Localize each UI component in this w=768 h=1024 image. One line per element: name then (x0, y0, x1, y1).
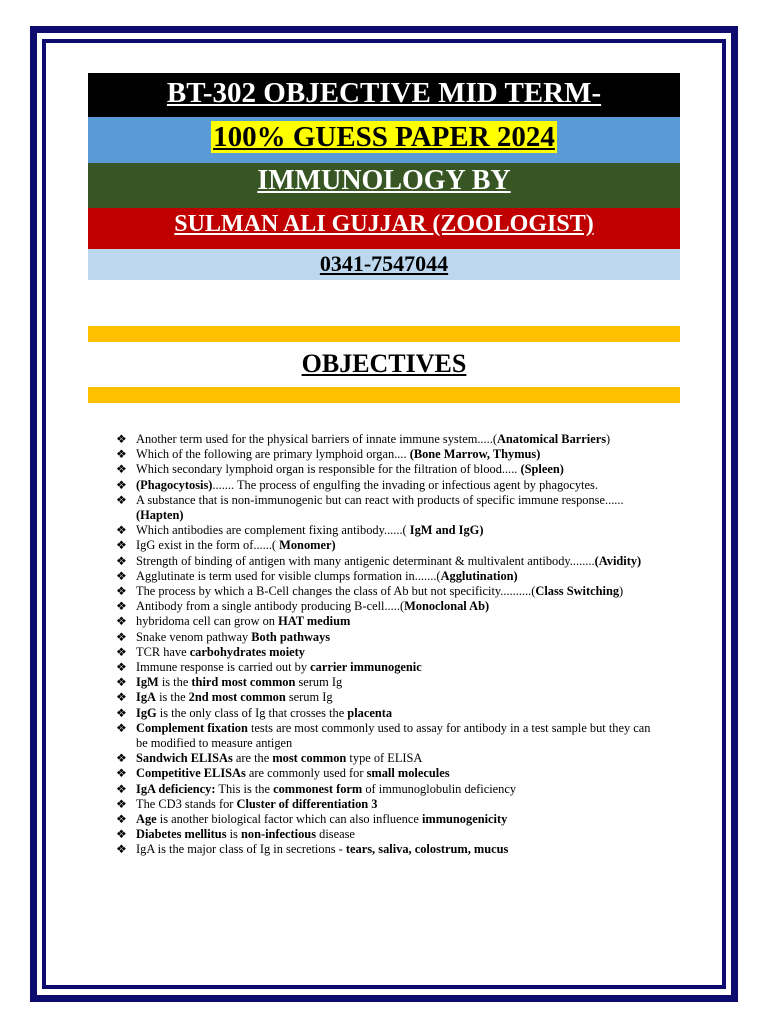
diamond-bullet-icon: ❖ (116, 720, 127, 735)
item-bold-text: Monoclonal Ab) (404, 599, 490, 614)
item-bold-text: (Bone Marrow, Thymus) (409, 447, 541, 462)
item-text: Agglutinate is term used for visible clumps formation in.......( (136, 568, 441, 583)
item-bold-text: Sandwich ELISAs (136, 751, 233, 766)
item-bold-text: Agglutination) (440, 568, 518, 583)
list-item (116, 584, 664, 599)
item-text: IgG exist in the form of......( (136, 538, 280, 553)
item-bold-text: IgA (136, 690, 156, 705)
list-item (116, 660, 664, 675)
list-item (116, 538, 664, 553)
list-item (116, 812, 664, 827)
diamond-bullet-icon: ❖ (116, 705, 127, 720)
section-divider-top (88, 326, 680, 342)
item-text: Strength of binding of antigen with many antigenic determinant & multivalent antibody........ (136, 553, 595, 568)
diamond-bullet-icon: ❖ (116, 842, 127, 857)
list-item (116, 827, 664, 842)
item-text: TCR have (136, 644, 190, 659)
item-text: Which antibodies are complement fixing antibody......( (136, 523, 410, 538)
list-item (116, 797, 664, 812)
header-author-band (88, 208, 680, 249)
list-item (116, 523, 664, 538)
list-item (116, 721, 664, 751)
objectives-list (116, 432, 664, 858)
item-text: IgA is the major class of Ig in secretions - (136, 842, 346, 857)
diamond-bullet-icon: ❖ (116, 675, 127, 690)
list-item (116, 478, 664, 493)
list-item (116, 766, 664, 781)
diamond-bullet-icon: ❖ (116, 614, 127, 629)
item-text: is another biological factor which can also influence (156, 812, 422, 827)
diamond-bullet-icon: ❖ (116, 660, 127, 675)
item-text: is the (158, 675, 192, 690)
item-text: Antibody from a single antibody producing B-cell.....( (136, 599, 405, 614)
header-subject-band (88, 163, 680, 208)
item-text: is the only class of Ig that crosses the (156, 705, 348, 720)
item-text: ....... The process of engulfing the invading or infectious agent by phagocytes. (212, 477, 598, 492)
item-bold-text: tears, saliva, colostrum, mucus (345, 842, 509, 857)
list-item (116, 690, 664, 705)
item-text: The CD3 stands for (136, 796, 237, 811)
header-subtitle-band (88, 117, 680, 163)
item-text: The process by which a B-Cell changes the class of Ab but not specificity..........( (136, 584, 536, 599)
list-item (116, 630, 664, 645)
item-bold-text: small molecules (366, 766, 450, 781)
header-subtitle: 100% GUESS PAPER 2024 (213, 121, 555, 153)
item-bold-text: commonest form (273, 781, 363, 796)
section-divider-bottom (88, 387, 680, 403)
diamond-bullet-icon: ❖ (116, 553, 127, 568)
item-text: type of ELISA (346, 751, 423, 766)
diamond-bullet-icon: ❖ (116, 477, 127, 492)
list-item (116, 706, 664, 721)
diamond-bullet-icon: ❖ (116, 568, 127, 583)
list-item (116, 782, 664, 797)
diamond-bullet-icon: ❖ (116, 538, 127, 553)
item-bold-text: IgM (136, 675, 159, 690)
item-bold-text: most common (272, 751, 347, 766)
list-item (116, 447, 664, 462)
item-text: serum Ig (285, 690, 333, 705)
diamond-bullet-icon: ❖ (116, 690, 127, 705)
list-item (116, 614, 664, 629)
diamond-bullet-icon: ❖ (116, 812, 127, 827)
item-text: serum Ig (295, 675, 343, 690)
list-item (116, 675, 664, 690)
item-bold-text: Both pathways (251, 629, 331, 644)
diamond-bullet-icon: ❖ (116, 796, 127, 811)
item-bold-text: Cluster of differentiation 3 (236, 796, 378, 811)
item-bold-text: IgG (136, 705, 157, 720)
item-bold-text: (Hapten) (136, 508, 184, 523)
item-text: disease (316, 827, 355, 842)
item-text: are the (232, 751, 273, 766)
header-author: SULMAN ALI GUJJAR (ZOOLOGIST) (174, 211, 594, 237)
item-bold-text: carrier immunogenic (310, 660, 422, 675)
item-text: Which secondary lymphoid organ is responsible for the filtration of blood..... (136, 462, 521, 477)
header-title-band (88, 73, 680, 117)
diamond-bullet-icon: ❖ (116, 751, 127, 766)
list-item (116, 599, 664, 614)
item-text: This is the (215, 781, 274, 796)
diamond-bullet-icon: ❖ (116, 462, 127, 477)
item-bold-text: HAT medium (278, 614, 351, 629)
item-text: Another term used for the physical barriers of innate immune system.....( (136, 432, 497, 446)
header-phone-band (88, 249, 680, 280)
item-bold-text: immunogenicity (421, 812, 508, 827)
list-item (116, 842, 664, 857)
diamond-bullet-icon: ❖ (116, 523, 127, 538)
list-item (116, 554, 664, 569)
item-bold-text: 2nd most common (188, 690, 286, 705)
item-text: Immune response is carried out by (136, 660, 311, 675)
item-bold-text: placenta (347, 705, 393, 720)
list-item (116, 569, 664, 584)
item-text: of immunoglobulin deficiency (362, 781, 517, 796)
item-bold-text: Diabetes mellitus (136, 827, 227, 842)
item-text: ) (619, 584, 624, 599)
list-item (116, 432, 664, 447)
list-item (116, 645, 664, 660)
item-text: A substance that is non-immunogenic but can react with products of specific immune response...... (136, 492, 624, 507)
item-text: is (226, 827, 241, 842)
header-title: BT-302 OBJECTIVE MID TERM- (166, 77, 602, 109)
item-text: Which of the following are primary lymphoid organ.... (136, 447, 410, 462)
item-bold-text: Class Switching (535, 584, 620, 599)
list-item (116, 462, 664, 477)
diamond-bullet-icon: ❖ (116, 766, 127, 781)
diamond-bullet-icon: ❖ (116, 432, 127, 446)
item-text: Snake venom pathway (136, 629, 252, 644)
diamond-bullet-icon: ❖ (116, 629, 127, 644)
item-bold-text: non-infectious (240, 827, 317, 842)
item-text: are commonly used for (245, 766, 367, 781)
header-phone: 0341-7547044 (319, 251, 449, 276)
item-bold-text: Monomer) (279, 538, 336, 553)
item-text: tests are most commonly used to assay for antibody in a test sample but they can be modified to measure antigen (136, 720, 651, 751)
item-bold-text: (Spleen) (520, 462, 564, 477)
list-item (116, 751, 664, 766)
item-text: hybridoma cell can grow on (136, 614, 279, 629)
item-bold-text: IgA deficiency: (136, 781, 216, 796)
diamond-bullet-icon: ❖ (116, 492, 127, 507)
item-bold-text: (Phagocytosis) (136, 477, 213, 492)
item-bold-text: third most common (191, 675, 296, 690)
item-bold-text: Anatomical Barriers (496, 432, 607, 446)
item-bold-text: IgM and IgG) (409, 523, 484, 538)
section-title: OBJECTIVES (301, 349, 467, 378)
item-bold-text: Complement fixation (136, 720, 248, 735)
item-bold-text: Competitive ELISAs (136, 766, 246, 781)
diamond-bullet-icon: ❖ (116, 781, 127, 796)
diamond-bullet-icon: ❖ (116, 827, 127, 842)
item-bold-text: (Avidity) (594, 553, 642, 568)
header-subject: IMMUNOLOGY BY (257, 165, 511, 196)
diamond-bullet-icon: ❖ (116, 644, 127, 659)
item-text: ) (606, 432, 611, 446)
item-text: is the (155, 690, 189, 705)
item-bold-text: carbohydrates moiety (189, 644, 305, 659)
item-bold-text: Age (136, 812, 157, 827)
diamond-bullet-icon: ❖ (116, 584, 127, 599)
diamond-bullet-icon: ❖ (116, 447, 127, 462)
diamond-bullet-icon: ❖ (116, 599, 127, 614)
list-item (116, 493, 664, 523)
